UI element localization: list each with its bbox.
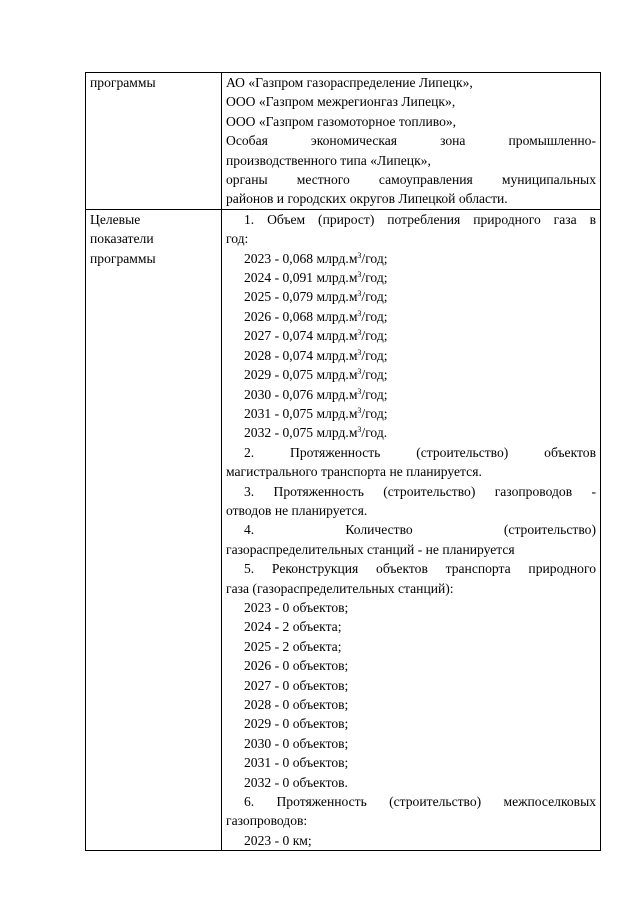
list-item	[226, 249, 596, 268]
unit-suffix: /год;	[361, 328, 388, 344]
list-item	[226, 404, 596, 423]
list-item	[226, 365, 596, 384]
unit-superscript: 3	[357, 347, 362, 357]
row-label: показатели	[90, 231, 154, 247]
indicator-heading: 5. Реконструкция объектов транспорта природного	[244, 561, 596, 577]
unit-suffix: /год;	[361, 308, 388, 324]
table-row	[86, 209, 601, 850]
list-item: 2029 - 0 объектов;	[244, 716, 349, 732]
list-item	[226, 287, 596, 306]
list-item-value: 2028 - 0,074 млрд.м	[244, 347, 358, 363]
participant-line: ООО «Газпром межрегионгаз Липецк»,	[226, 94, 456, 110]
list-item	[226, 268, 596, 287]
unit-suffix: /год;	[361, 405, 388, 421]
indicator-heading: 2. Протяженность (строительство) объектов	[244, 444, 596, 460]
list-item-value: 2030 - 0,076 млрд.м	[244, 386, 358, 402]
unit-superscript: 3	[357, 386, 362, 396]
unit-suffix: /год;	[361, 289, 388, 305]
unit-suffix: /год;	[361, 250, 388, 266]
list-item-value: 2025 - 0,079 млрд.м	[244, 289, 358, 305]
list-item	[226, 346, 596, 365]
list-item: 2028 - 0 объектов;	[244, 697, 349, 712]
participant-line: органы местного самоуправления муниципальных	[226, 172, 596, 188]
unit-superscript: 3	[357, 270, 362, 280]
list-item: 2030 - 0 объектов;	[244, 735, 349, 751]
indicator-heading: 6. Протяженность (строительство) межпоселковых	[244, 794, 596, 810]
participant-line: ООО «Газпром газомоторное топливо»,	[226, 113, 457, 129]
list-item: 2025 - 2 объекта;	[244, 638, 342, 654]
row-label-cell	[86, 73, 222, 210]
participant-line: Особая экономическая зона промышленно-	[226, 133, 596, 149]
reconstruction-list	[226, 598, 596, 792]
list-item: 2032 - 0 объектов.	[244, 774, 348, 790]
list-item	[226, 385, 596, 404]
unit-suffix: /год.	[361, 425, 388, 441]
gas-consumption-list	[226, 249, 596, 443]
list-item-value: 2023 - 0,068 млрд.м	[244, 250, 358, 266]
row-label: Целевые	[90, 211, 141, 227]
unit-superscript: 3	[357, 405, 362, 415]
list-item: 2023 - 0 объектов;	[244, 599, 349, 615]
unit-suffix: /год;	[361, 347, 388, 363]
list-item	[226, 423, 596, 442]
list-item-value: 2032 - 0,075 млрд.м	[244, 425, 358, 441]
indicator-heading: 3. Протяженность (строительство) газопроводов -	[244, 483, 596, 499]
indicator-heading-tail: газопроводов:	[226, 813, 308, 829]
unit-superscript: 3	[357, 328, 362, 338]
list-item-value: 2031 - 0,075 млрд.м	[244, 405, 358, 421]
row-label: программы	[90, 75, 156, 90]
program-passport-table	[85, 72, 601, 851]
unit-suffix: /год;	[361, 367, 388, 383]
list-item	[226, 307, 596, 326]
row-label-cell	[86, 209, 222, 850]
pipeline-length-list	[226, 831, 596, 850]
indicator-heading: 1. Объем (прирост) потребления природного газа в	[244, 211, 596, 227]
list-item: 2023 - 0 км;	[244, 832, 312, 848]
unit-superscript: 3	[357, 425, 362, 435]
participant-line: производственного типа «Липецк»,	[226, 152, 431, 168]
table-row	[86, 73, 601, 210]
unit-superscript: 3	[357, 367, 362, 377]
list-item: 2024 - 2 объекта;	[244, 619, 342, 635]
list-item	[226, 326, 596, 345]
list-item: 2031 - 0 объектов;	[244, 755, 349, 771]
unit-suffix: /год;	[361, 386, 388, 402]
list-item: 2027 - 0 объектов;	[244, 677, 349, 693]
indicator-heading-tail: магистрального транспорта не планируется.	[226, 464, 482, 480]
indicator-heading-tail: газораспределительных станций - не планируется	[226, 541, 515, 557]
list-item-value: 2027 - 0,074 млрд.м	[244, 328, 358, 344]
row-value-cell	[222, 73, 601, 210]
unit-superscript: 3	[357, 289, 362, 299]
list-item-value: 2024 - 0,091 млрд.м	[244, 270, 358, 286]
indicator-heading: 4. Количество (строительство)	[244, 522, 596, 538]
participant-line: АО «Газпром газораспределение Липецк»,	[226, 75, 473, 90]
list-item-value: 2026 - 0,068 млрд.м	[244, 308, 358, 324]
row-value-cell	[222, 209, 601, 850]
row-label: программы	[90, 250, 156, 266]
list-item-value: 2029 - 0,075 млрд.м	[244, 367, 358, 383]
indicator-heading-tail: год:	[226, 231, 249, 247]
participant-line: районов и городских округов Липецкой области.	[226, 191, 508, 207]
indicator-heading-tail: отводов не планируется.	[226, 502, 368, 518]
indicator-heading-tail: газа (газораспределительных станций):	[226, 580, 454, 596]
unit-superscript: 3	[357, 308, 362, 318]
unit-suffix: /год;	[361, 270, 388, 286]
list-item: 2026 - 0 объектов;	[244, 658, 349, 674]
unit-superscript: 3	[357, 250, 362, 260]
